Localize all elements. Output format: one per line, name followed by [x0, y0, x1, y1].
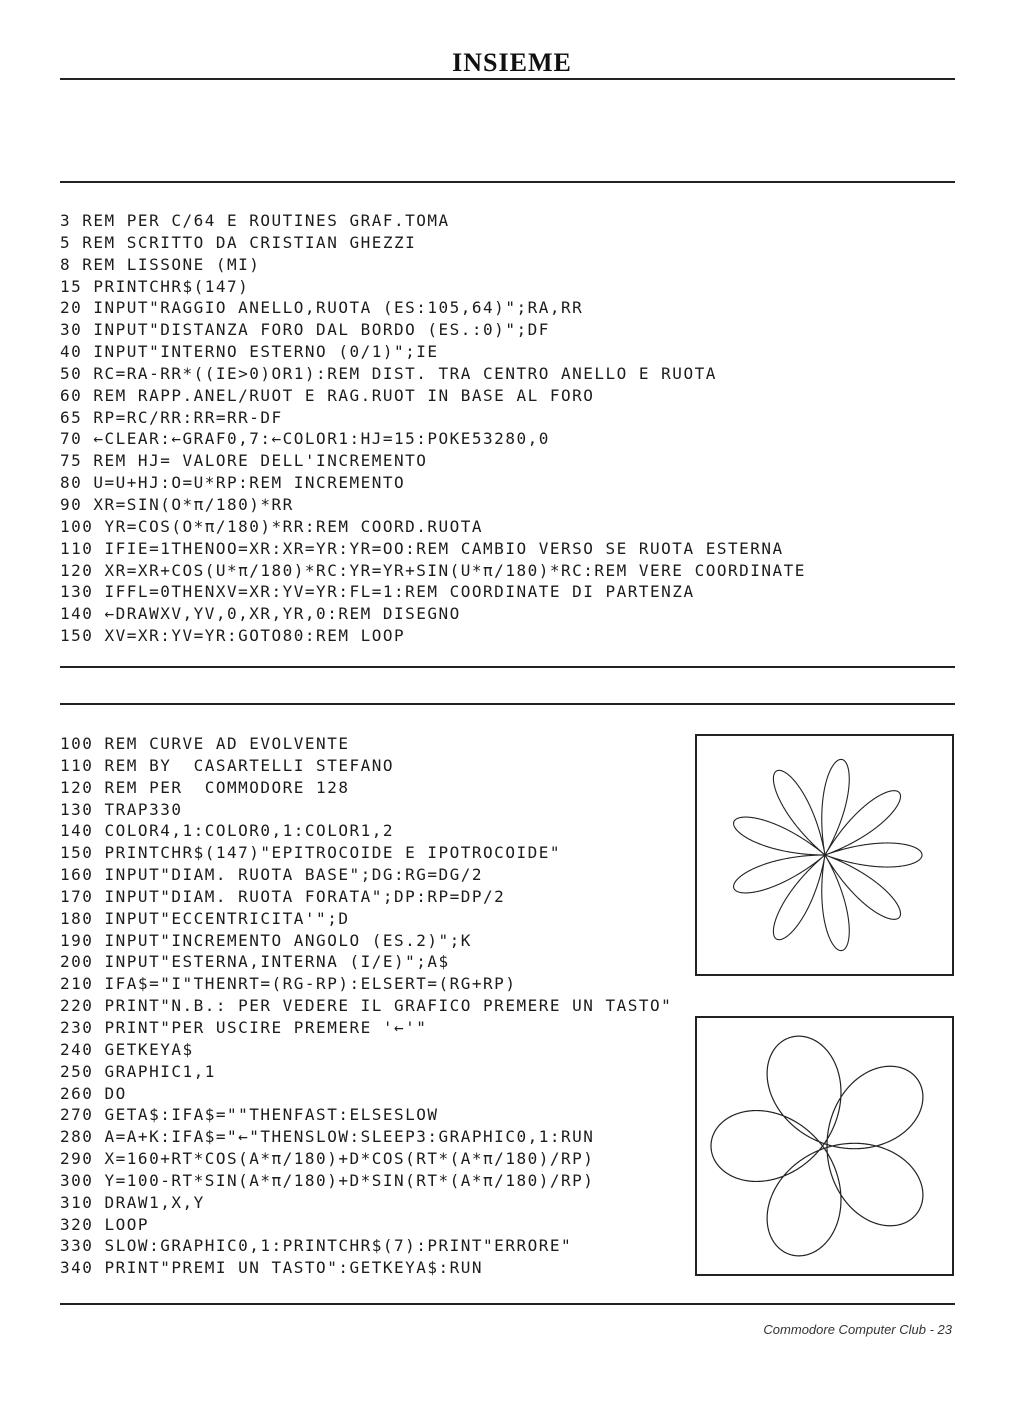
code-line: 120 XR=XR+COS(U*π/180)*RC:YR=YR+SIN(U*π/180)*RC:REM VERE COORDINATE [60, 560, 806, 580]
listing2-top-rule [60, 703, 955, 705]
code-line: 220 PRINT"N.B.: PER VEDERE IL GRAFICO PREMERE UN TASTO" [60, 996, 673, 1016]
hypotrochoid-figure [695, 1016, 954, 1276]
code-line: 20 INPUT"RAGGIO ANELLO,RUOTA (ES:105,64)";RA,RR [60, 298, 584, 318]
page-footer: Commodore Computer Club - 23 [763, 1322, 952, 1337]
code-line: 160 INPUT"DIAM. RUOTA BASE";DG:RG=DG/2 [60, 865, 484, 885]
code-line: 190 INPUT"INCREMENTO ANGOLO (ES.2)";K [60, 930, 472, 950]
code-line: 270 GETA$:IFA$=""THENFAST:ELSESLOW [60, 1105, 439, 1125]
code-line: 120 REM PER COMMODORE 128 [60, 777, 350, 797]
code-line: 330 SLOW:GRAPHIC0,1:PRINTCHR$(7):PRINT"ERRORE" [60, 1236, 573, 1256]
code-line: 180 INPUT"ECCENTRICITA'";D [60, 908, 350, 928]
code-line: 65 RP=RC/RR:RR=RR-DF [60, 407, 283, 427]
code-line: 260 DO [60, 1083, 127, 1103]
code-line: 5 REM SCRITTO DA CRISTIAN GHEZZI [60, 232, 417, 252]
epitrochoid-plot [697, 736, 952, 974]
code-line: 50 RC=RA-RR*((IE>0)OR1):REM DIST. TRA CENTRO ANELLO E RUOTA [60, 363, 717, 383]
code-line: 340 PRINT"PREMI UN TASTO":GETKEYA$:RUN [60, 1258, 484, 1278]
epitrochoid-figure [695, 734, 954, 976]
code-line: 320 LOOP [60, 1214, 150, 1234]
code-line: 230 PRINT"PER USCIRE PREMERE '←'" [60, 1017, 428, 1037]
code-line: 200 INPUT"ESTERNA,INTERNA (I/E)";A$ [60, 952, 450, 972]
code-line: 300 Y=100-RT*SIN(A*π/180)+D*SIN(RT*(A*π/180)/RP) [60, 1170, 595, 1190]
code-line: 15 PRINTCHR$(147) [60, 276, 250, 296]
header-rule [60, 78, 955, 80]
code-line: 290 X=160+RT*COS(A*π/180)+D*COS(RT*(A*π/180)/RP) [60, 1149, 595, 1169]
code-line: 60 REM RAPP.ANEL/RUOT E RAG.RUOT IN BASE AL FORO [60, 385, 595, 405]
listing-2-code [60, 733, 672, 1279]
code-line: 110 IFIE=1THENOO=XR:XR=YR:YR=OO:REM CAMBIO VERSO SE RUOTA ESTERNA [60, 538, 784, 558]
code-line: 130 TRAP330 [60, 799, 183, 819]
code-line: 110 REM BY CASARTELLI STEFANO [60, 755, 394, 775]
code-line: 210 IFA$="I"THENRT=(RG-RP):ELSERT=(RG+RP) [60, 974, 517, 994]
code-line: 70 ←CLEAR:←GRAF0,7:←COLOR1:HJ=15:POKE53280,0 [60, 429, 550, 449]
code-line: 75 REM HJ= VALORE DELL'INCREMENTO [60, 451, 428, 471]
code-line: 130 IFFL=0THENXV=XR:YV=YR:FL=1:REM COORDINATE DI PARTENZA [60, 582, 695, 602]
code-line: 250 GRAPHIC1,1 [60, 1061, 216, 1081]
code-line: 100 YR=COS(O*π/180)*RR:REM COORD.RUOTA [60, 516, 484, 536]
code-line: 8 REM LISSONE (MI) [60, 254, 261, 274]
bottom-rule [60, 1303, 955, 1305]
code-line: 140 COLOR4,1:COLOR0,1:COLOR1,2 [60, 821, 394, 841]
code-line: 170 INPUT"DIAM. RUOTA FORATA";DP:RP=DP/2 [60, 886, 506, 906]
code-line: 150 PRINTCHR$(147)"EPITROCOIDE E IPOTROCOIDE" [60, 843, 561, 863]
code-line: 280 A=A+K:IFA$="←"THENSLOW:SLEEP3:GRAPHIC0,1:RUN [60, 1127, 595, 1147]
code-line: 40 INPUT"INTERNO ESTERNO (0/1)";IE [60, 342, 439, 362]
listing-1-code [60, 210, 806, 647]
code-line: 30 INPUT"DISTANZA FORO DAL BORDO (ES.:0)";DF [60, 320, 550, 340]
code-line: 90 XR=SIN(O*π/180)*RR [60, 494, 294, 514]
code-line: 80 U=U+HJ:O=U*RP:REM INCREMENTO [60, 473, 406, 493]
listing1-top-rule [60, 181, 955, 183]
code-line: 3 REM PER C/64 E ROUTINES GRAF.TOMA [60, 211, 450, 230]
code-line: 100 REM CURVE AD EVOLVENTE [60, 734, 350, 753]
code-line: 240 GETKEYA$ [60, 1039, 194, 1059]
code-line: 140 ←DRAWXV,YV,0,XR,YR,0:REM DISEGNO [60, 604, 461, 624]
code-line: 310 DRAW1,X,Y [60, 1192, 205, 1212]
page-title: INSIEME [452, 48, 572, 77]
listing1-bottom-rule [60, 666, 955, 668]
hypotrochoid-plot [697, 1018, 952, 1274]
code-line: 150 XV=XR:YV=YR:GOTO80:REM LOOP [60, 626, 406, 646]
